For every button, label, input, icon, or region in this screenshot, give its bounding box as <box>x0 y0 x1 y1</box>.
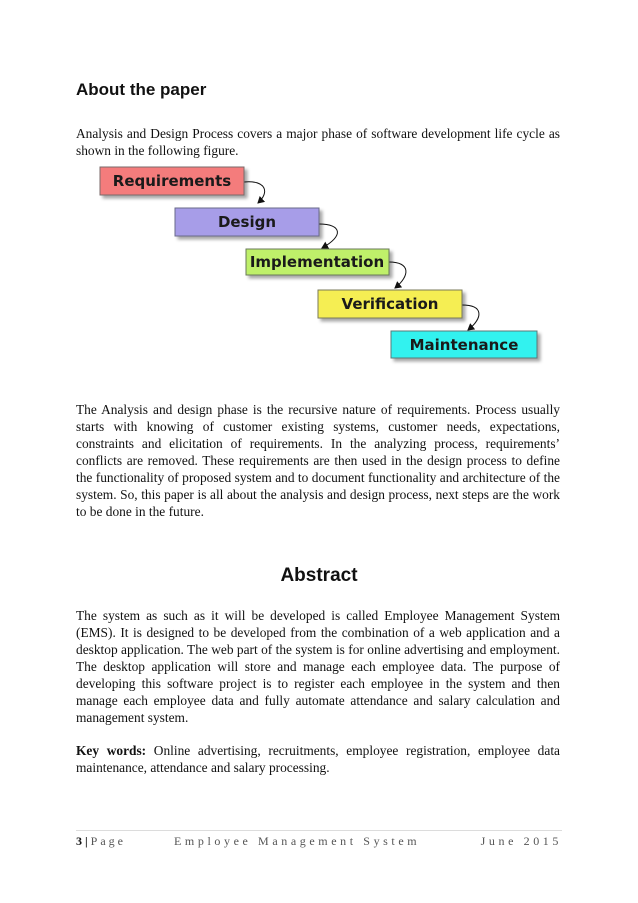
step-label: Requirements <box>112 172 232 190</box>
abstract-paragraph: The system as such as it will be developed is called Employee Management System (EMS). It is designed to be developed from the combination of a web application and a desktop application. The web part of the system is for online advertising and employment. The desktop application will store and manage each employee data. The purpose of developing this software project is to register each employee in the system and then manage each employee data and fully automate attendance and salary calculation and management system. <box>76 608 560 725</box>
footer-title: Employee Management System <box>174 834 421 848</box>
keywords-label: Key words: <box>76 743 147 758</box>
connector-arrow <box>244 182 265 203</box>
keywords-text: Online advertising, recruitments, employee registration, employee data maintenance, attendance and salary processing. <box>76 743 560 775</box>
step-label: Design <box>217 213 277 231</box>
step-label: Maintenance <box>409 336 519 354</box>
step-requirements <box>100 167 244 195</box>
footer-page-number <box>76 834 126 849</box>
waterfall-diagram <box>0 160 638 370</box>
body-paragraph: The Analysis and design phase is the recursive nature of requirements. Process usually starts with knowing of customer existing systems, customer needs, expectations, constraints and elicitation of requirements. In the analyzing process, requirements’ conflicts are removed. These requirements are then used in the design process to define the functionality of proposed system and to document functionality and architecture of the system. So, this paper is all about the analysis and design process, next steps are the work to be done in the future. <box>76 402 560 519</box>
abstract-heading: Abstract <box>280 565 358 586</box>
footer-date: June 2015 <box>480 834 562 848</box>
footer-separator: | <box>82 834 91 848</box>
page-footer <box>76 834 562 852</box>
connector-arrow <box>462 305 479 330</box>
step-implementation <box>246 249 389 275</box>
page-word: Page <box>90 834 126 848</box>
step-verification <box>318 290 462 318</box>
keywords-paragraph <box>76 742 560 776</box>
section-heading: About the paper <box>76 80 207 99</box>
connector-arrow <box>319 224 337 248</box>
connector-arrow <box>389 262 406 288</box>
footer-divider <box>76 830 562 831</box>
page-number: 3 <box>76 834 82 848</box>
step-label: Verification <box>341 295 439 313</box>
step-design <box>175 208 319 236</box>
step-maintenance <box>391 331 537 358</box>
step-label: Implementation <box>249 253 385 271</box>
intro-paragraph: Analysis and Design Process covers a major phase of software development life cycle as shown in the following figure. <box>76 126 560 158</box>
